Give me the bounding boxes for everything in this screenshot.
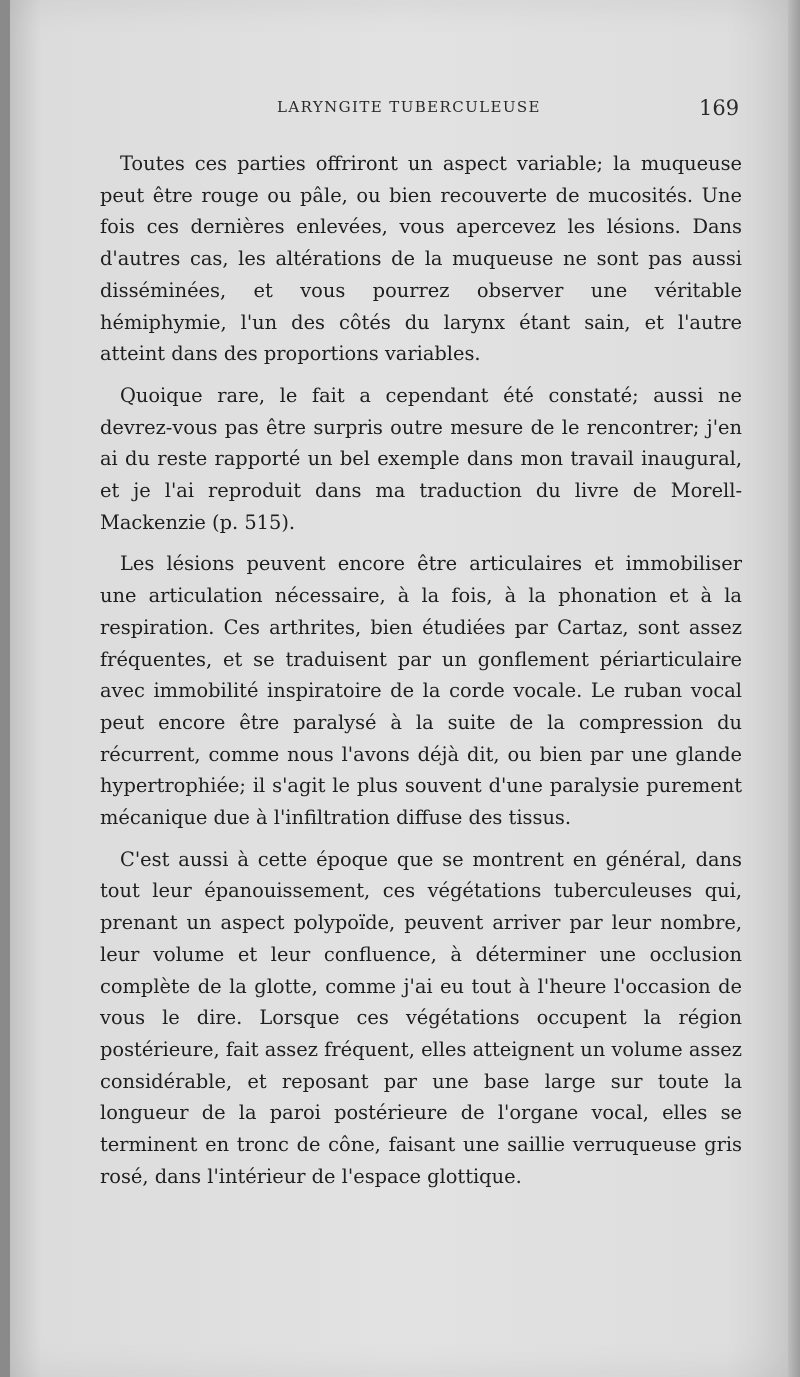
body-text — [100, 148, 742, 1193]
page-edge — [788, 0, 800, 1377]
paragraph: Toutes ces parties offriront un aspect variable; la muqueuse peut être rouge ou pâle, ou bien recouverte de mucosités. Une fois ces dernières enlevées, vous apercevez les lésions. Dans d'autres cas, les altérations de la muqueuse ne sont pas aussi disséminées, et vous pourrez observer une véritable hémiphymie, l'un des côtés du larynx étant sain, et l'autre atteint dans des proportions variables. — [100, 152, 742, 366]
paragraph: C'est aussi à cette époque que se montrent en général, dans tout leur épanouissement, ces végétations tuberculeuses qui, prenant un aspect polypoïde, peuvent arriver par leur nombre, leur volume et leur confluence, à déterminer une occlusion complète de la glotte, comme j'ai eu tout à l'heure l'occasion de vous le dire. Lorsque ces végétations occupent la région postérieure, fait assez fréquent, elles atteignent un volume assez considérable, et reposant par une base large sur toute la longueur de la paroi postérieure de l'organe vocal, elles se terminent en tronc de cône, faisant une saillie verruqueuse gris rosé, dans l'intérieur de l'espace glottique. — [100, 847, 742, 1188]
paragraph: Les lésions peuvent encore être articulaires et immobiliser une articulation nécessaire, à la fois, à la phonation et à la respiration. Ces arthrites, bien étudiées par Cartaz, sont assez fréquentes, et se traduisent par un gonflement périarticulaire avec immobilité inspiratoire de la corde vocale. Le ruban vocal peut encore être paralysé à la suite de la compression du récurrent, comme nous l'avons déjà dit, ou bien par une glande hypertrophiée; il s'agit le plus souvent d'une paralysie purement mécanique due à l'infiltration diffuse des tissus. — [100, 552, 742, 830]
running-title: LARYNGITE TUBERCULEUSE — [277, 98, 541, 116]
page-number: 169 — [699, 96, 740, 120]
paragraph: Quoique rare, le fait a cependant été constaté; aussi ne devrez-vous pas être surpris outre mesure de le rencontrer; j'en ai du reste rapporté un bel exemple dans mon travail inaugural, et je l'ai reproduit dans ma traduction du livre de Morell-Mackenzie (p. 515). — [100, 383, 742, 534]
page-header — [0, 96, 800, 126]
